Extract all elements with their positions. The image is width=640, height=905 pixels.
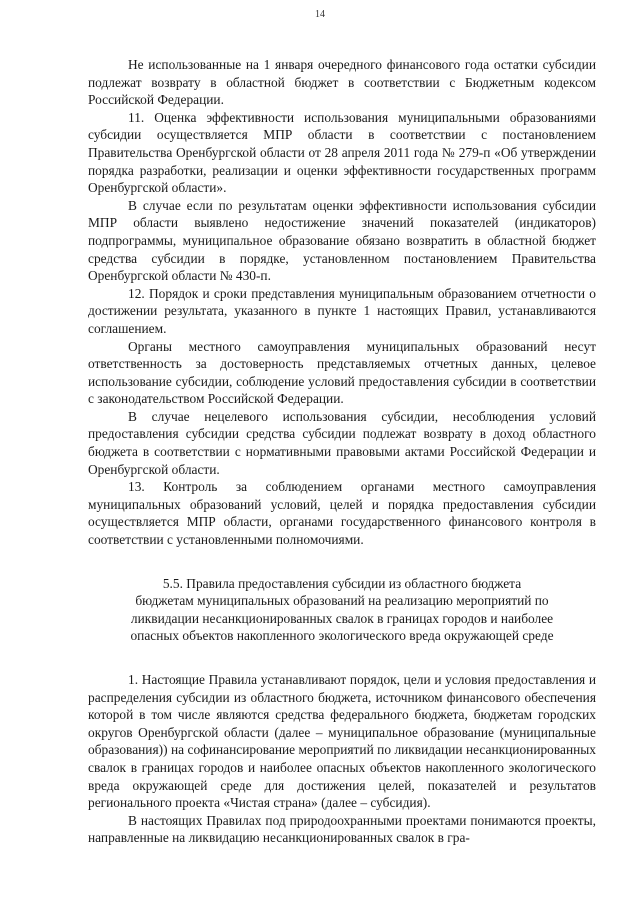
paragraph: 11. Оценка эффективности использования муниципальными образованиями субсидии осуществляется МПР области в соответствии с постановлением Правительства Оренбургской области от 28 апреля 2011 года № 279-п «Об утверждении порядка разработки, реализации и оценки эффективности государственных программ Оренбургской области». — [88, 109, 596, 196]
paragraph: Не использованные на 1 января очередного финансового года остатки субсидии подлежат возврату в областной бюджет в соответствии с Бюджетным кодексом Российской Федерации. — [88, 57, 596, 108]
page-number: 14 — [315, 9, 325, 20]
paragraph: 12. Порядок и сроки представления муниципальным образованием отчетности о достижении результата, указанного в пункте 1 настоящих Правил, устанавливаются соглашением. — [88, 285, 596, 336]
section-title-line: опасных объектов накопленного экологического вреда окружающей среде — [130, 628, 554, 644]
section-title — [88, 575, 596, 645]
paragraph: 13. Контроль за соблюдением органами местного самоуправления муниципальных образований условий, целей и порядка предоставления субсидии осуществляется МПР области, органами государственного финансового контроля в соответствии с установленными полномочиями. — [88, 479, 596, 548]
paragraph: 1. Настоящие Правила устанавливают порядок, цели и условия предоставления и распределения субсидии из областного бюджета, источником финансового обеспечения которой в том числе являются средства федерального бюджета, бюджетам городских округов Оренбургской области (далее – муниципальное образование (муниципальные образования)) на софинансирование мероприятий по ликвидации несанкционированных свалок в границах городов и наиболее опасных объектов накопленного экологического вреда окружающей среде для достижения целей, показателей и результатов регионального проекта «Чистая страна» (далее – субсидия). — [88, 672, 596, 811]
document-body — [88, 56, 596, 847]
section-title-line: ликвидации несанкционированных свалок в границах городов и наиболее — [130, 610, 554, 626]
section-title-line: бюджетам муниципальных образований на реализацию мероприятий по — [135, 593, 549, 609]
section-title-line: 5.5. Правила предоставления субсидии из областного бюджета — [162, 575, 522, 591]
paragraph: В случае если по результатам оценки эффективности использования субсидии МПР области выявлено недостижение значений показателей (индикаторов) подпрограммы, муниципальное образование обязано возвратить в областной бюджет средства субсидии в порядке, установленном постановлением Правительства Оренбургской области № 430-п. — [88, 197, 596, 284]
paragraph: В случае нецелевого использования субсидии, несоблюдения условий предоставления субсидии средства субсидии подлежат возврату в доход областного бюджета в соответствии с нормативными правовыми актами Российской Федерации и Оренбургской области. — [88, 408, 596, 477]
paragraph: Органы местного самоуправления муниципальных образований несут ответственность за достоверность представляемых отчетных данных, целевое использование субсидии, соблюдение условий предоставления субсидии в соответствии с законодательством Российской Федерации. — [88, 338, 596, 407]
paragraph: В настоящих Правилах под природоохранными проектами понимаются проекты, направленные на ликвидацию несанкционированных свалок в гра- — [88, 812, 596, 846]
